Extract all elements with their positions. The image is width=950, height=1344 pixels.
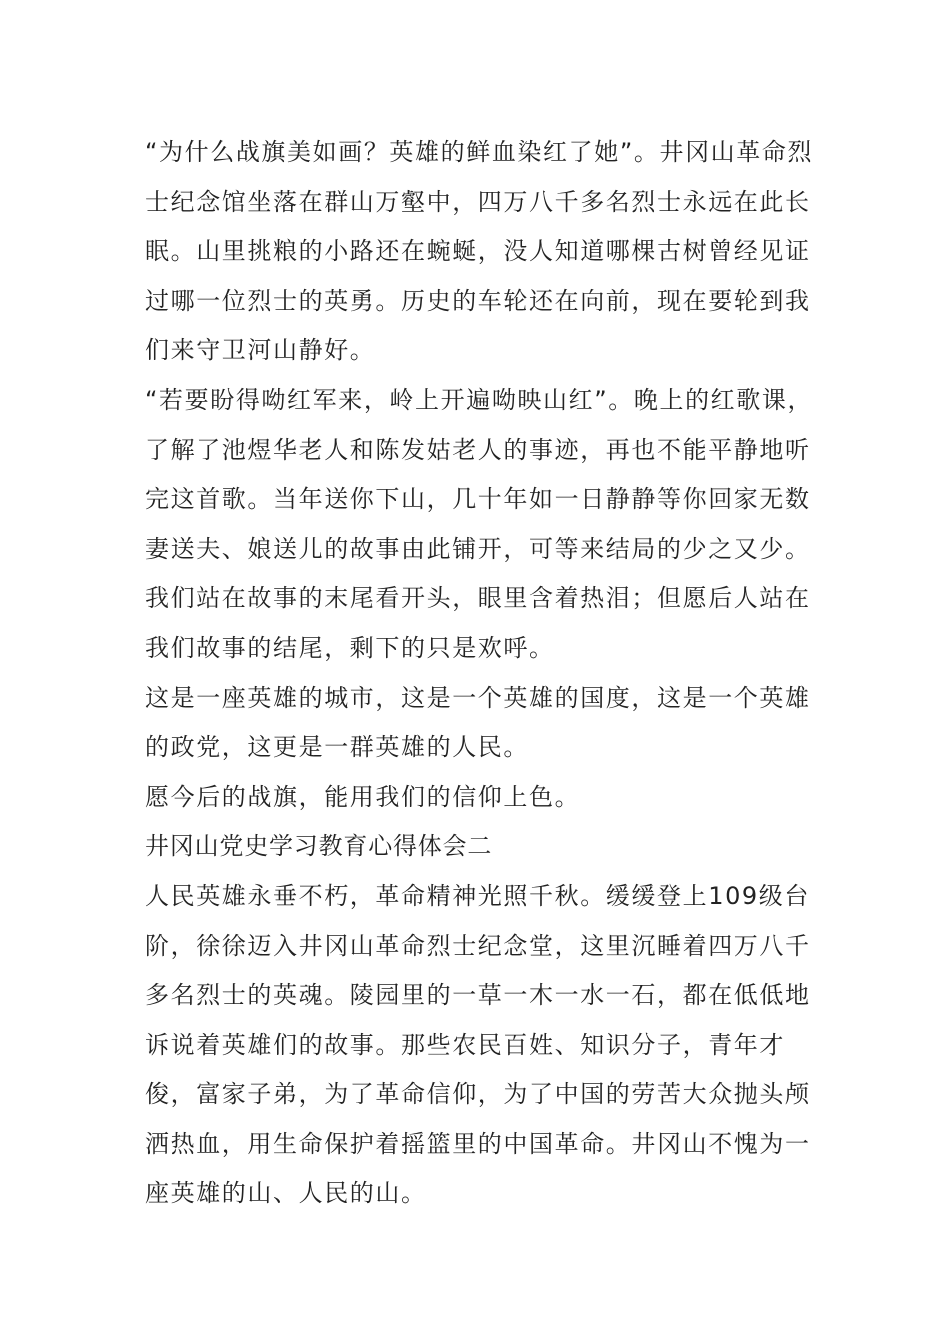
document-body — [145, 128, 817, 1219]
paragraph-war-flag: “为什么战旗美如画？英雄的鲜血染红了她”。井冈山革命烈士纪念馆坐落在群山万壑中，四万八千多名烈士永远在此长眠。山里挑粮的小路还在蜿蜒，没人知道哪棵古树曾经见证过哪一位烈士的英勇。历史的车轮还在向前，现在要轮到我们来守卫河山静好。 — [145, 138, 814, 365]
paragraph-red-song: “若要盼得呦红军来，岭上开遍呦映山红”。晚上的红歌课，了解了池煜华老人和陈发姑老人的事迹，再也不能平静地听完这首歌。当年送你下山，几十年如一日静静等你回家无数妻送夫、娘送儿的故事由此铺开，可等来结局的少之又少。我们站在故事的末尾看开头，眼里含着热泪；但愿后人站在我们故事的结尾，剩下的只是欢呼。 — [145, 385, 814, 662]
paragraph-heroic-city: 这是一座英雄的城市，这是一个英雄的国度，这是一个英雄的政党，这更是一群英雄的人民。 — [145, 683, 811, 762]
paragraph-memorial-hall: 人民英雄永垂不朽，革命精神光照千秋。缓缓登上109级台阶，徐徐迈入井冈山革命烈士纪念堂，这里沉睡着四万八千多名烈士的英魂。陵园里的一草一木一水一石，都在低低地诉说着英雄们的故事。那些农民百姓、知识分子，青年才俊，富家子弟，为了革命信仰，为了中国的劳苦大众抛头颅洒热血，用生命保护着摇篮里的中国革命。井冈山不愧为一座英雄的山、人民的山。 — [145, 881, 811, 1208]
section-title: 井冈山党史学习教育心得体会二 — [145, 832, 493, 861]
paragraph-faith-color: 愿今后的战旗，能用我们的信仰上色。 — [145, 782, 581, 811]
